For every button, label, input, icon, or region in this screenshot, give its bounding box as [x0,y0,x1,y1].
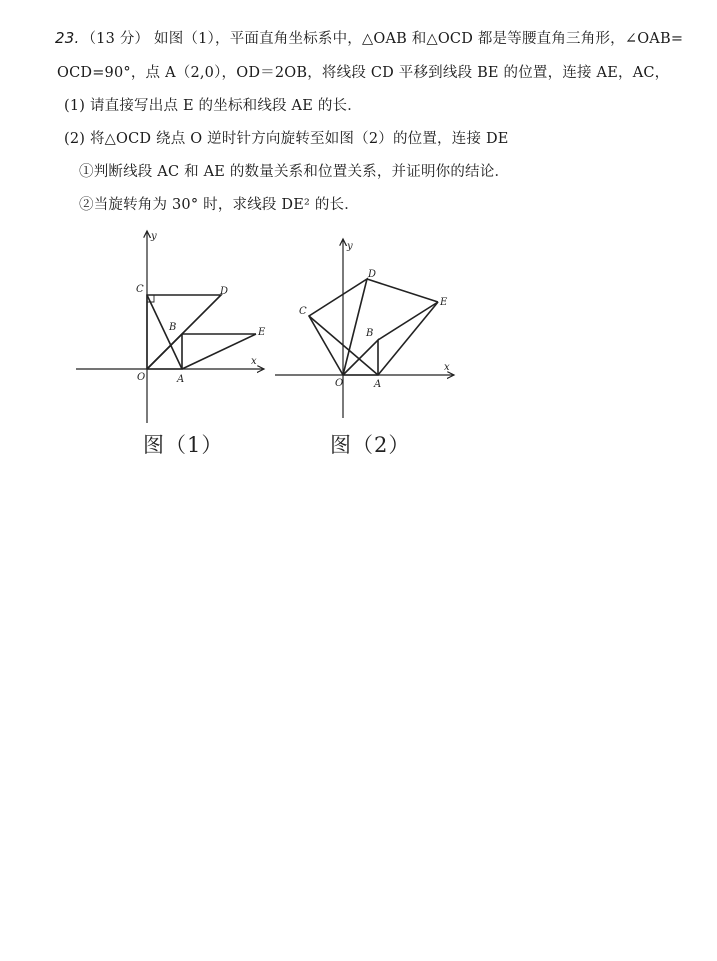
figure-1-caption: 图（1） [143,433,224,457]
segment-ae [182,334,256,369]
problem-header-line [55,27,683,48]
label-c: C [136,284,144,295]
triangle-oab [147,334,182,369]
label-c: C [299,306,307,317]
label-d: D [368,269,377,280]
label-e: E [440,297,448,308]
segment-de [367,279,438,302]
figure-2-caption: 图（2） [330,433,411,457]
label-b: B [366,328,374,339]
problem-header-text: （13 分） 如图（1），平面直角坐标系中，△OAB 和△OCD 都是等腰直角三角形，∠OAB= [81,31,684,47]
figure-2 [272,235,462,424]
part-1-question: (1) 请直接写出点 E 的坐标和线段 AE 的长． [64,98,362,114]
figure-1 [70,225,270,429]
question-number: 23. [55,29,80,47]
label-o: O [137,372,146,383]
label-x: x [444,362,450,373]
label-y: y [347,241,353,252]
segment-ae [378,302,438,375]
label-y: y [151,231,157,242]
figure-2-diagram [272,235,462,420]
figure-1-diagram [70,225,270,425]
label-b: B [169,322,177,333]
label-x: x [251,356,257,367]
label-o: O [335,378,344,389]
segment-be [378,302,438,340]
part-2-subquestion-2: ②当旋转角为 30° 时，求线段 DE² 的长． [79,197,359,213]
label-a: A [177,374,185,385]
problem-condition-line: OCD=90°，点 A（2,0），OD＝2OB，将线段 CD 平移到线段 BE 的位置，连接 AE，AC， [57,65,670,81]
segment-ac [147,295,182,369]
part-2-question: (2) 将△OCD 绕点 O 逆时针方向旋转至如图（2）的位置，连接 DE [64,131,509,147]
label-a: A [374,379,382,390]
label-d: D [220,286,229,297]
label-e: E [258,327,266,338]
part-2-subquestion-1: ①判断线段 AC 和 AE 的数量关系和位置关系，并证明你的结论． [79,164,510,180]
